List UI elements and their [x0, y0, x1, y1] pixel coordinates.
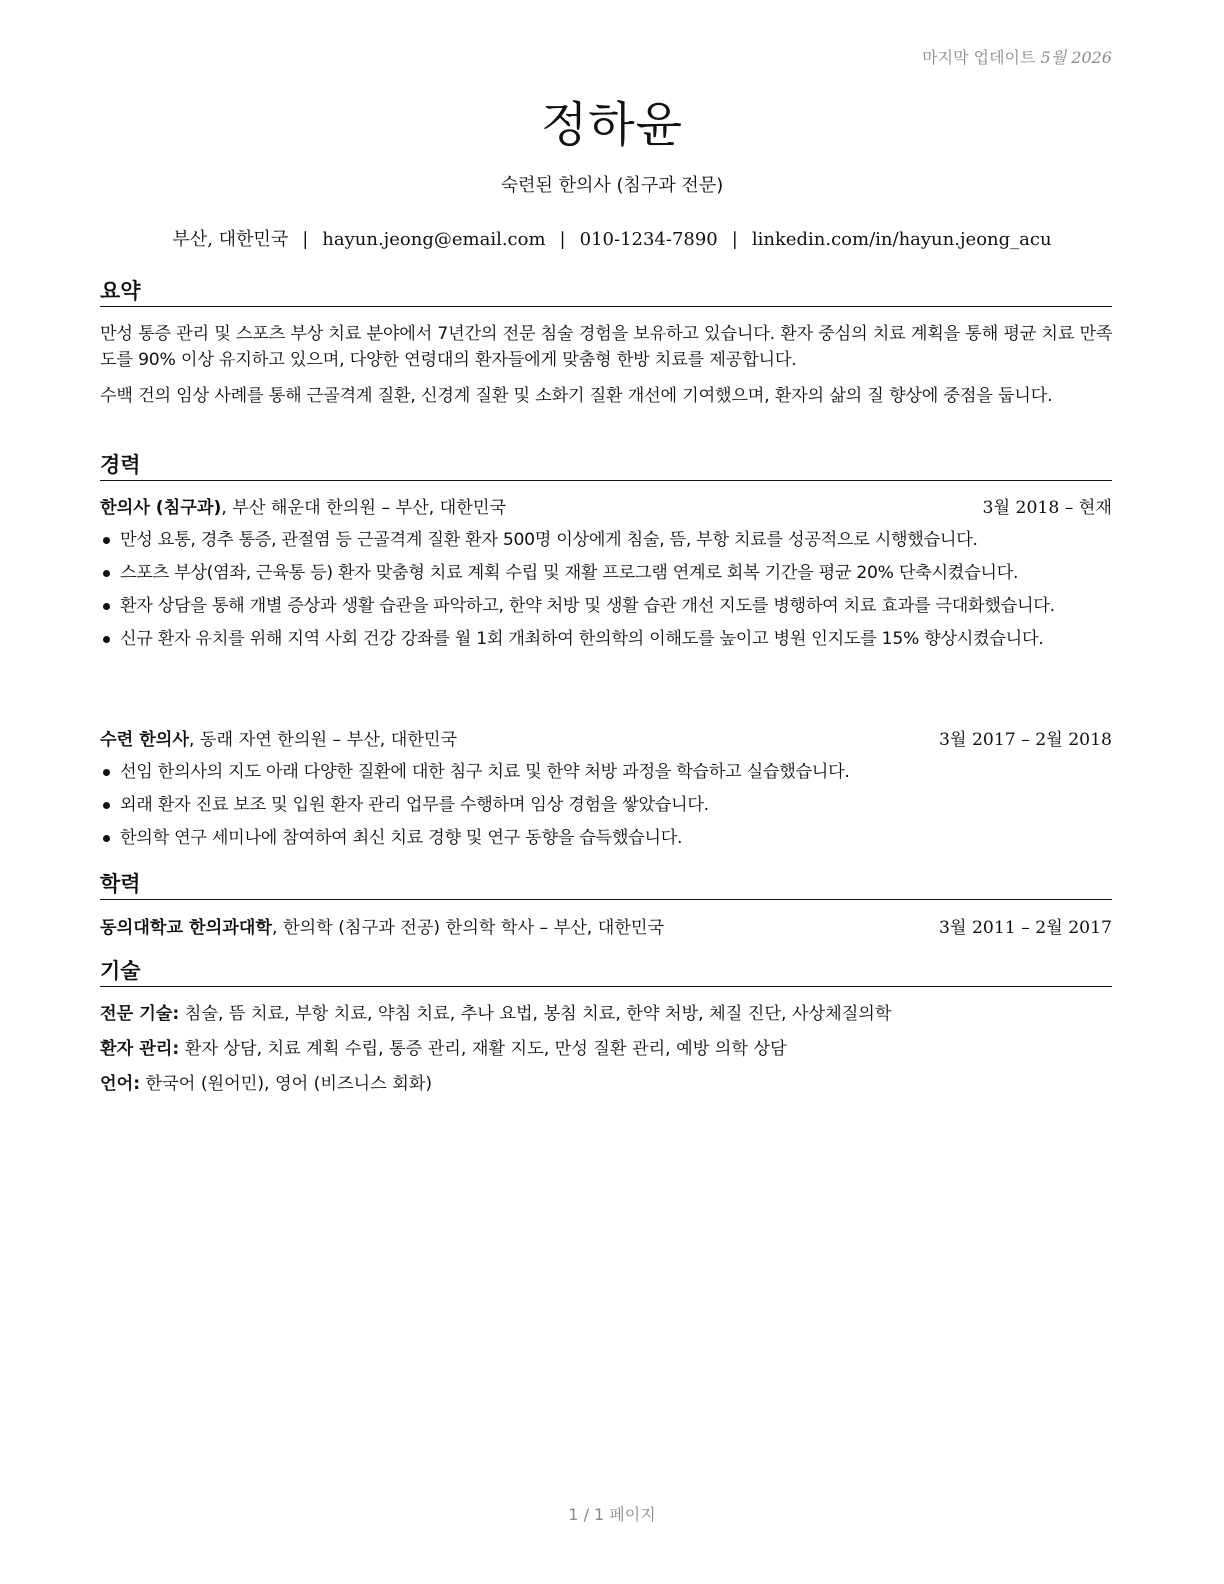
job-dates: 3월 2017 – 2월 2018 [938, 730, 1112, 750]
contact-location: 부산, 대한민국 [172, 229, 289, 250]
school-name: 동의대학교 한의과대학 [100, 918, 273, 938]
section-title-experience: 경력 [100, 452, 1112, 481]
skill-value: 한국어 (원어민), 영어 (비즈니스 회화) [140, 1074, 433, 1094]
job-bullet: 환자 상담을 통해 개별 증상과 생활 습관을 파악하고, 한약 처방 및 생활 습관 개선 지도를 병행하여 치료 효과를 극대화했습니다. [100, 593, 1120, 619]
job-bullet-list [100, 527, 1120, 659]
job-title: 한의사 (침구과) [100, 498, 222, 518]
job-heading [100, 496, 1112, 520]
contact-phone: 010-1234-7890 [579, 229, 718, 250]
job-bullet: 신규 환자 유치를 위해 지역 사회 건강 강좌를 월 1회 개최하여 한의학의 이해도를 높이고 병원 인지도를 15% 향상시켰습니다. [100, 626, 1120, 652]
contact-email[interactable]: hayun.jeong@email.com [322, 229, 546, 250]
skill-value: 환자 상담, 치료 계획 수립, 통증 관리, 재활 지도, 만성 질환 관리, 예방 의학 상담 [179, 1039, 787, 1059]
education-dates: 3월 2011 – 2월 2017 [938, 918, 1112, 938]
job-bullet-list [100, 759, 1120, 858]
job-heading [100, 728, 1112, 752]
skill-label: 언어: [100, 1074, 141, 1094]
skill-label: 전문 기술: [100, 1004, 180, 1024]
section-title-skills: 기술 [100, 958, 1112, 987]
job-title: 수련 한의사 [100, 730, 189, 750]
section-title-education: 학력 [100, 871, 1112, 900]
job-bullet: 스포츠 부상(염좌, 근육통 등) 환자 맞춤형 치료 계획 수립 및 재활 프로그램 연계로 회복 기간을 평균 20% 단축시켰습니다. [100, 560, 1120, 586]
skill-line [100, 1002, 1112, 1026]
candidate-name: 정하윤 [540, 97, 684, 153]
contact-linkedin[interactable]: linkedin.com/in/hayun.jeong_acu [751, 229, 1052, 250]
job-bullet: 외래 환자 진료 보조 및 입원 환자 관리 업무를 수행하며 임상 경험을 쌓았습니다. [100, 792, 1120, 818]
skill-value: 침술, 뜸 치료, 부항 치료, 약침 치료, 추나 요법, 봉침 치료, 한약 처방, 체질 진단, 사상체질의학 [179, 1004, 892, 1024]
summary-paragraph: 만성 통증 관리 및 스포츠 부상 치료 분야에서 7년간의 전문 침술 경험을 보유하고 있습니다. 환자 중심의 치료 계획을 통해 평균 치료 만족도를 90% 이상 유지하고 있으며, 다양한 연령대의 환자들에게 맞춤형 한방 치료를 제공합니다. [100, 324, 1113, 370]
contact-separator: | [731, 229, 738, 250]
skill-line [100, 1072, 1112, 1096]
candidate-headline: 숙련된 한의사 (침구과 전문) [500, 175, 724, 196]
skill-line [100, 1037, 1112, 1061]
job-organization: , 부산 해운대 한의원 – 부산, 대한민국 [221, 498, 507, 518]
job-bullet: 한의학 연구 세미나에 참여하여 최신 치료 경향 및 연구 동향을 습득했습니다. [100, 825, 1120, 851]
education-item [100, 916, 1112, 940]
section-title-summary: 요약 [100, 278, 1112, 307]
job-bullet: 선임 한의사의 지도 아래 다양한 질환에 대한 침구 치료 및 한약 처방 과정을 학습하고 실습했습니다. [100, 759, 1120, 785]
job-dates: 3월 2018 – 현재 [982, 498, 1112, 518]
last-updated-label: 마지막 업데이트 [922, 48, 1036, 67]
degree-detail: , 한의학 (침구과 전공) 한의학 학사 – 부산, 대한민국 [272, 918, 665, 938]
contact-separator: | [559, 229, 566, 250]
job-organization: , 동래 자연 한의원 – 부산, 대한민국 [189, 730, 458, 750]
last-updated-date: 5월 2026 [1040, 48, 1112, 67]
summary-paragraph: 수백 건의 임상 사례를 통해 근골격계 질환, 신경계 질환 및 소화기 질환 개선에 기여했으며, 환자의 삶의 질 향상에 중점을 둡니다. [100, 386, 1053, 406]
skill-label: 환자 관리: [100, 1039, 180, 1059]
job-bullet: 만성 요통, 경추 통증, 관절염 등 근골격계 질환 환자 500명 이상에게 침술, 뜸, 부항 치료를 성공적으로 시행했습니다. [100, 527, 1120, 553]
page-number: 1 / 1 페이지 [568, 1505, 656, 1524]
contact-line [0, 225, 1224, 251]
contact-separator: | [302, 229, 309, 250]
last-updated [922, 45, 1112, 68]
